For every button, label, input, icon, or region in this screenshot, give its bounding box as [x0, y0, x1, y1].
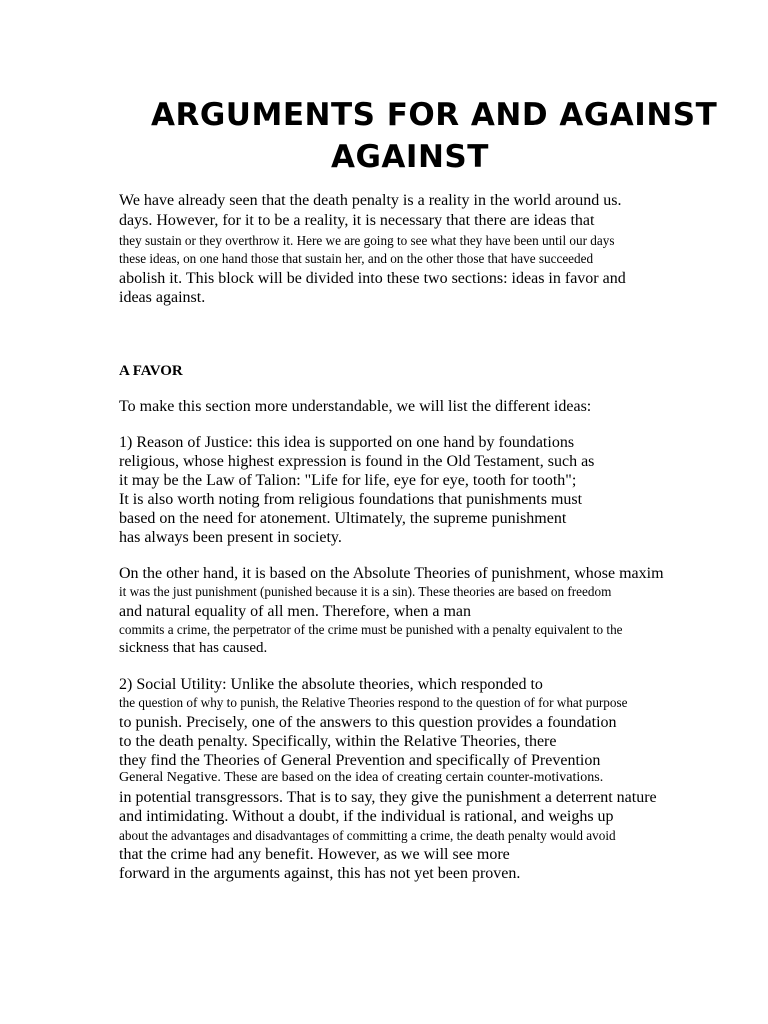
utility-line: that the crime had any benefit. However, as we will see more	[119, 846, 510, 863]
intro-line: We have already seen that the death penalty is a reality in the world around us.	[119, 192, 622, 209]
utility-line: to the death penalty. Specifically, within the Relative Theories, there	[119, 733, 557, 750]
justice-line: religious, whose highest expression is found in the Old Testament, such as	[119, 453, 595, 470]
utility-line: about the advantages and disadvantages of committing a crime, the death penalty would avoid	[119, 828, 616, 843]
absolute-line: commits a crime, the perpetrator of the crime must be punished with a penalty equivalent to the	[119, 622, 623, 637]
intro-line: they sustain or they overthrow it. Here we are going to see what they have been until our days	[119, 233, 615, 248]
utility-line: forward in the arguments against, this has not yet been proven.	[119, 865, 521, 882]
section-heading-a-favor: A FAVOR	[119, 363, 183, 379]
utility-line: they find the Theories of General Prevention and specifically of Prevention	[119, 752, 601, 769]
utility-line: the question of why to punish, the Relative Theories respond to the question of for what purpose	[119, 695, 628, 710]
section-intro: To make this section more understandable, we will list the different ideas:	[119, 398, 592, 415]
intro-line: days. However, for it to be a reality, it is necessary that there are ideas that	[119, 212, 595, 229]
justice-line: it may be the Law of Talion: "Life for life, eye for eye, tooth for tooth";	[119, 472, 577, 489]
justice-line: 1) Reason of Justice: this idea is supported on one hand by foundations	[119, 434, 575, 451]
utility-line: in potential transgressors. That is to say, they give the punishment a deterrent nature	[119, 789, 657, 806]
document-title-line-1: ARGUMENTS FOR AND AGAINST	[151, 97, 718, 133]
utility-line: 2) Social Utility: Unlike the absolute theories, which responded to	[119, 676, 543, 693]
document-title-line-2: AGAINST	[331, 139, 489, 175]
absolute-line: it was the just punishment (punished because it is a sin). These theories are based on freedom	[119, 584, 612, 599]
utility-line: General Negative. These are based on the idea of creating certain counter-motivations.	[119, 770, 604, 785]
intro-line: these ideas, on one hand those that sustain her, and on the other those that have succeeded	[119, 251, 594, 266]
absolute-line: sickness that has caused.	[119, 640, 268, 656]
absolute-line: On the other hand, it is based on the Absolute Theories of punishment, whose maxim	[119, 565, 664, 582]
utility-line: and intimidating. Without a doubt, if the individual is rational, and weighs up	[119, 808, 614, 825]
intro-line: abolish it. This block will be divided into these two sections: ideas in favor and	[119, 270, 626, 287]
intro-line: ideas against.	[119, 289, 206, 306]
utility-line: to punish. Precisely, one of the answers to this question provides a foundation	[119, 714, 617, 731]
absolute-line: and natural equality of all men. Therefore, when a man	[119, 603, 472, 620]
justice-line: based on the need for atonement. Ultimately, the supreme punishment	[119, 510, 567, 527]
justice-line: It is also worth noting from religious foundations that punishments must	[119, 491, 583, 508]
justice-line: has always been present in society.	[119, 529, 342, 546]
